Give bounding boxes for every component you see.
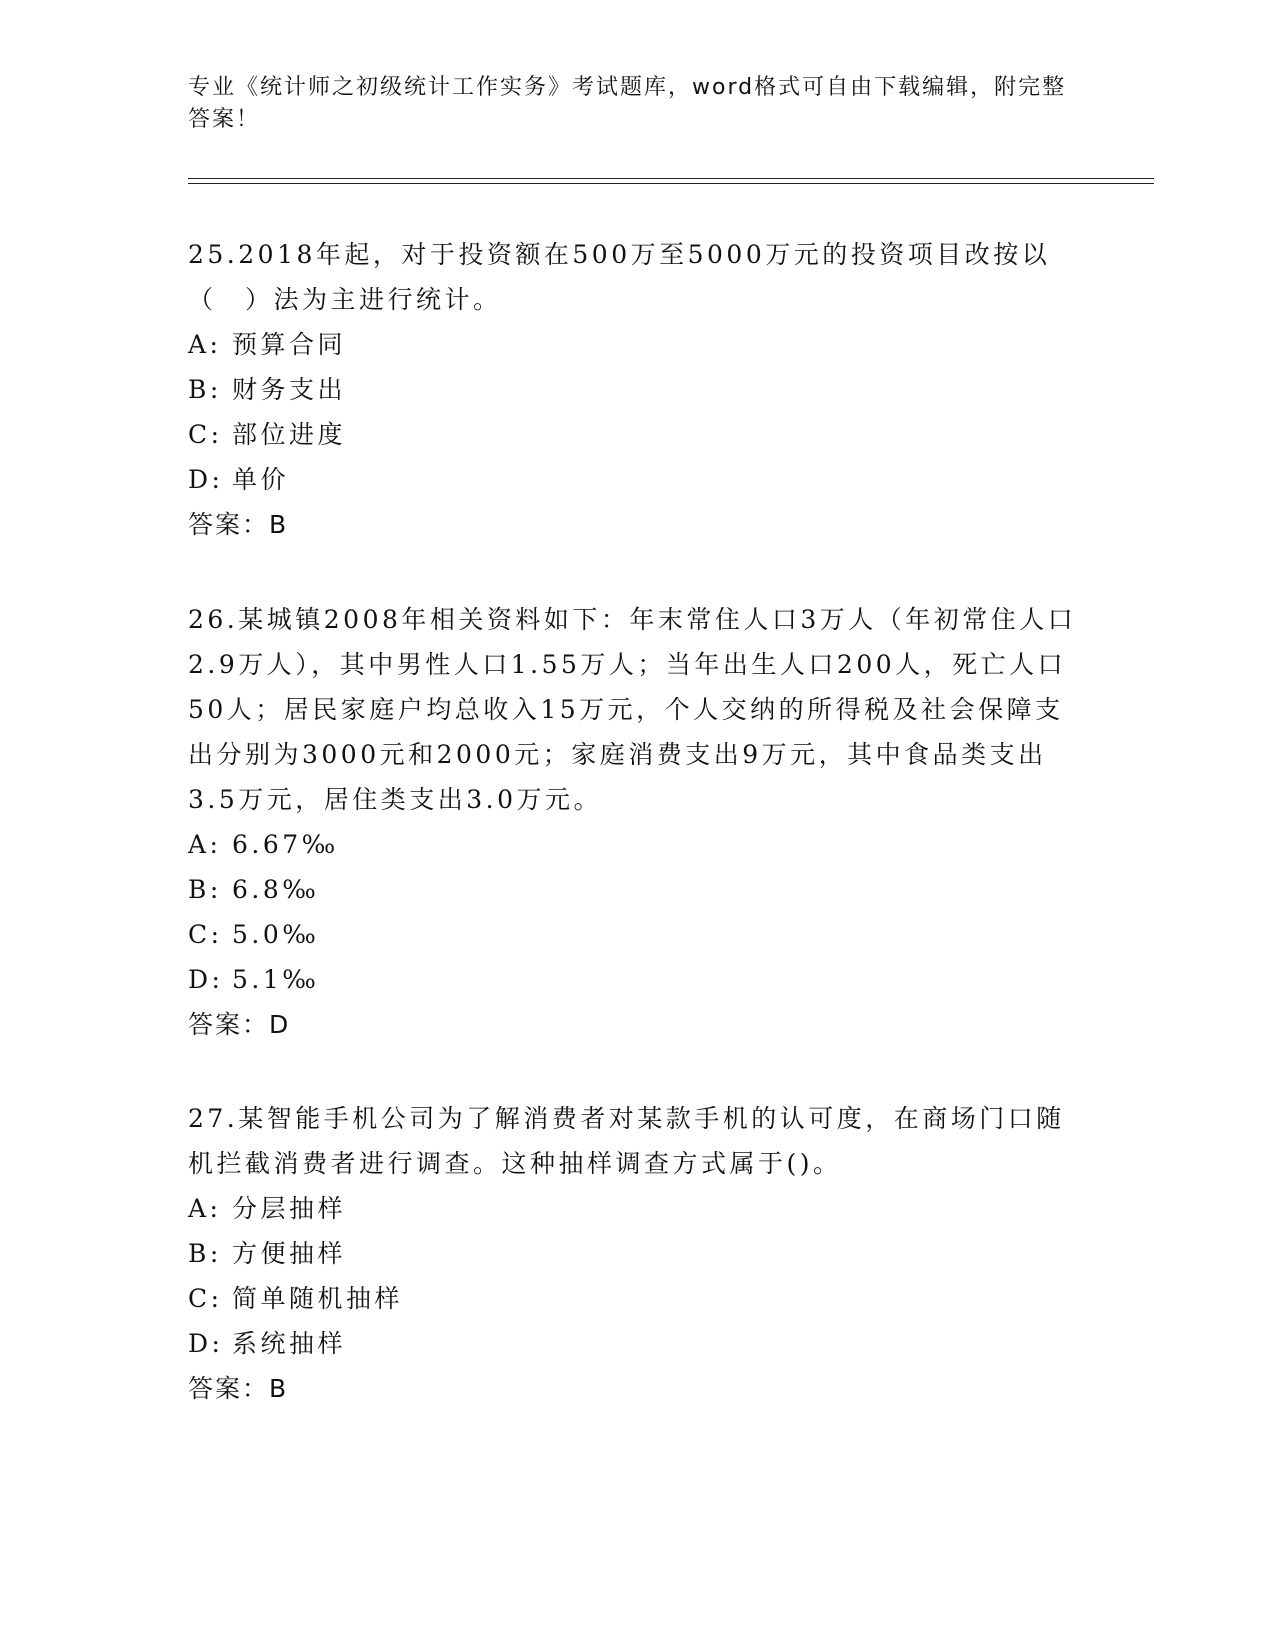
- option-d: [188, 1321, 1088, 1366]
- option-b: [188, 867, 1088, 912]
- option-text: 部位进度: [232, 420, 347, 449]
- question-26: [188, 597, 1088, 1047]
- option-c: [188, 1276, 1088, 1321]
- option-d: [188, 957, 1088, 1002]
- answer-line: 答案：B: [188, 510, 289, 539]
- option-text: 分层抽样: [232, 1194, 347, 1223]
- option-letter: C:: [188, 420, 223, 449]
- header-divider-top: [188, 178, 1154, 179]
- question-25: [188, 232, 1088, 547]
- option-b: [188, 367, 1088, 412]
- answer-line: 答案：D: [188, 1010, 291, 1039]
- option-text: 财务支出: [232, 375, 347, 404]
- header-divider-bottom: [188, 183, 1154, 184]
- option-text: 预算合同: [232, 330, 347, 359]
- option-d: [188, 457, 1088, 502]
- option-c: [188, 912, 1088, 957]
- option-a: [188, 322, 1088, 367]
- option-letter: B:: [188, 375, 222, 404]
- question-stem: 26.某城镇2008年相关资料如下：年末常住人口3万人（年初常住人口2.9万人），其中男性人口1.55万人；当年出生人口200人，死亡人口50人；居民家庭户均总收入15万元，个人交纳的所得税及社会保障支出分别为3000元和2000元；家庭消费支出9万元，其中食品类支出3.5万元，居住类支出3.0万元。: [188, 605, 1077, 814]
- option-text: 系统抽样: [232, 1329, 347, 1358]
- option-letter: C:: [188, 1284, 223, 1313]
- option-c: [188, 412, 1088, 457]
- option-letter: D:: [188, 1329, 224, 1358]
- option-a: [188, 1186, 1088, 1231]
- option-letter: B:: [188, 875, 222, 904]
- option-text: 5.1‰: [232, 965, 320, 994]
- option-text: 5.0‰: [232, 920, 320, 949]
- option-text: 单价: [232, 465, 290, 494]
- option-letter: D:: [188, 465, 224, 494]
- option-letter: A:: [188, 830, 222, 859]
- option-letter: A:: [188, 330, 222, 359]
- option-a: [188, 822, 1088, 867]
- option-b: [188, 1231, 1088, 1276]
- option-letter: C:: [188, 920, 223, 949]
- question-stem: 25.2018年起，对于投资额在500万至5000万元的投资项目改按以（ ）法为主进行统计。: [188, 240, 1051, 314]
- option-letter: D:: [188, 965, 224, 994]
- option-text: 简单随机抽样: [232, 1284, 404, 1313]
- question-27: [188, 1096, 1088, 1411]
- question-stem: 27.某智能手机公司为了解消费者对某款手机的认可度，在商场门口随机拦截消费者进行调查。这种抽样调查方式属于()。: [188, 1104, 1065, 1178]
- answer-line: 答案：B: [188, 1374, 289, 1403]
- option-text: 方便抽样: [232, 1239, 347, 1268]
- option-letter: B:: [188, 1239, 222, 1268]
- option-text: 6.8‰: [232, 875, 320, 904]
- document-header: 专业《统计师之初级统计工作实务》考试题库，word格式可自由下载编辑，附完整答案！: [188, 75, 1067, 132]
- option-letter: A:: [188, 1194, 222, 1223]
- option-text: 6.67‰: [232, 830, 339, 859]
